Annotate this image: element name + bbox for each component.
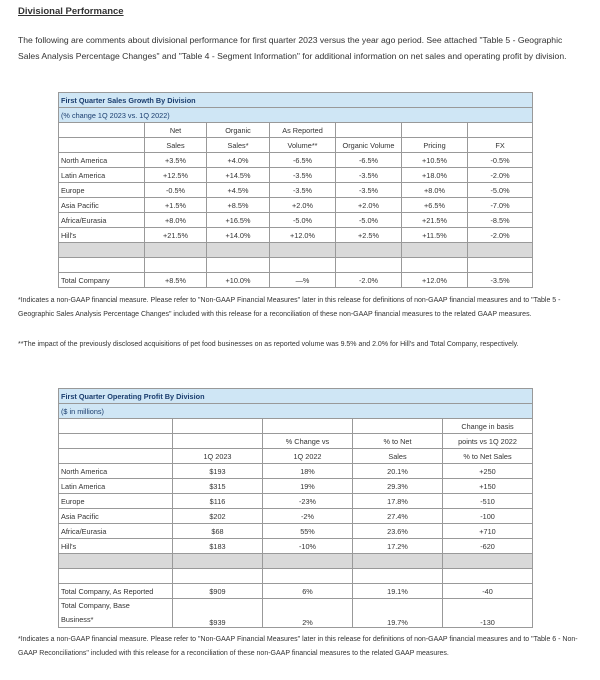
- table-cell: 20.1%: [353, 464, 443, 479]
- column-header: Organic Volume: [336, 138, 402, 153]
- sales-table-subtitle: (% change 1Q 2023 vs. 1Q 2022): [59, 108, 533, 123]
- table-cell: -7.0%: [468, 198, 533, 213]
- table-cell: -2.0%: [336, 273, 402, 288]
- footnote-non-gaap-2: *Indicates a non-GAAP financial measure. Please refer to "Non-GAAP Financial Measures" later in this release for definitions of non-GAAP financial measures and to "Table 6 - Non-GAAP Reconciliations" included with this release for a reconciliation of these non-GAAP financial measures to the related GAAP measures.: [18, 636, 578, 657]
- table-cell: +10.5%: [402, 153, 468, 168]
- column-header: As Reported: [270, 123, 336, 138]
- table-row: [59, 539, 533, 554]
- column-header: Net: [145, 123, 207, 138]
- table-cell: +2.5%: [336, 228, 402, 243]
- spacer-row: [59, 569, 533, 584]
- table-cell: +3.5%: [145, 153, 207, 168]
- table-cell: +2.0%: [270, 198, 336, 213]
- table-cell: +12.0%: [402, 273, 468, 288]
- table-cell: +250: [443, 464, 533, 479]
- table-cell: $202: [173, 509, 263, 524]
- table-row: [59, 183, 533, 198]
- row-label: Europe: [59, 183, 145, 198]
- spacer-row: [59, 258, 533, 273]
- table-cell: $183: [173, 539, 263, 554]
- table-cell: +12.0%: [270, 228, 336, 243]
- table-cell: -510: [443, 494, 533, 509]
- table-cell: 17.2%: [353, 539, 443, 554]
- table-cell: -6.5%: [336, 153, 402, 168]
- row-label: Africa/Eurasia: [59, 213, 145, 228]
- table-cell: +8.5%: [145, 273, 207, 288]
- profit-table-subtitle: ($ in millions): [59, 404, 533, 419]
- column-header: % Change vs: [263, 434, 353, 449]
- table-row: [59, 494, 533, 509]
- table-cell: 18%: [263, 464, 353, 479]
- table-row: [59, 198, 533, 213]
- table-cell: $68: [173, 524, 263, 539]
- row-label: Asia Pacific: [59, 198, 145, 213]
- table-cell: +10.0%: [207, 273, 270, 288]
- profit-table-title: First Quarter Operating Profit By Division: [59, 389, 533, 404]
- table-cell: -2%: [263, 509, 353, 524]
- row-label: Total Company, As Reported: [59, 584, 173, 599]
- intro-paragraph: The following are comments about divisional performance for first quarter 2023 versus the year ago period. See attached "Table 5 - Geographic Sales Analysis Percentage Changes" and "Table 4 - Segment Information" for additional information on net sales and operating profit by division.: [18, 35, 567, 61]
- footnote-acquisitions: **The impact of the previously disclosed acquisitions of pet food businesses on as reported volume was 9.5% and 2.0% for Hill's and Total Company, respectively.: [18, 341, 519, 348]
- table-row-total-base: [59, 599, 533, 628]
- row-label: Latin America: [59, 168, 145, 183]
- row-label: Hill's: [59, 228, 145, 243]
- table-cell: +2.0%: [336, 198, 402, 213]
- table-row: [59, 464, 533, 479]
- table-cell: +14.0%: [207, 228, 270, 243]
- column-header: [353, 419, 443, 434]
- sales-table-title: First Quarter Sales Growth By Division: [59, 93, 533, 108]
- table-cell: 17.8%: [353, 494, 443, 509]
- profit-header-row-1: [59, 419, 533, 434]
- row-label: Asia Pacific: [59, 509, 173, 524]
- table-cell: 23.6%: [353, 524, 443, 539]
- table-cell: +4.5%: [207, 183, 270, 198]
- column-header: Pricing: [402, 138, 468, 153]
- table-cell: 6%: [263, 584, 353, 599]
- table-cell: 27.4%: [353, 509, 443, 524]
- table-row: [59, 153, 533, 168]
- footnote-non-gaap: *Indicates a non-GAAP financial measure. Please refer to "Non-GAAP Financial Measures" later in this release for definitions of non-GAAP financial measures and to "Table 5 - Geographic Sales Analysis Percentage Changes" included with this release for a reconciliation of these non-GAAP financial measures to the related GAAP measures.: [18, 297, 561, 318]
- table-cell: 29.3%: [353, 479, 443, 494]
- table-cell: -8.5%: [468, 213, 533, 228]
- column-header: Sales*: [207, 138, 270, 153]
- row-label: Latin America: [59, 479, 173, 494]
- table-cell: $116: [173, 494, 263, 509]
- sales-header-row-2: [59, 138, 533, 153]
- table-cell: +21.5%: [145, 228, 207, 243]
- table-cell: 19.1%: [353, 584, 443, 599]
- table-cell: +11.5%: [402, 228, 468, 243]
- table-cell: -5.0%: [270, 213, 336, 228]
- column-header: Volume**: [270, 138, 336, 153]
- column-header: Sales: [145, 138, 207, 153]
- column-header: [173, 434, 263, 449]
- row-label: North America: [59, 153, 145, 168]
- table-cell: -6.5%: [270, 153, 336, 168]
- table-cell: -0.5%: [468, 153, 533, 168]
- table-cell: -23%: [263, 494, 353, 509]
- table-cell: -10%: [263, 539, 353, 554]
- column-header: 1Q 2022: [263, 449, 353, 464]
- table-cell: +4.0%: [207, 153, 270, 168]
- table-row: [59, 524, 533, 539]
- row-label: Total Company, Base Business*: [59, 599, 173, 628]
- sales-header-row-1: [59, 123, 533, 138]
- table-cell: +710: [443, 524, 533, 539]
- column-header: [402, 123, 468, 138]
- table-cell: +14.5%: [207, 168, 270, 183]
- table-cell: -5.0%: [336, 213, 402, 228]
- column-header: [263, 419, 353, 434]
- table-cell: +1.5%: [145, 198, 207, 213]
- table-cell: -2.0%: [468, 228, 533, 243]
- row-label: Total Company: [59, 273, 145, 288]
- table-row: [59, 509, 533, 524]
- table-cell: -100: [443, 509, 533, 524]
- sales-growth-table: [58, 92, 533, 288]
- table-cell: 19.7%: [353, 599, 443, 628]
- table-cell: +8.0%: [402, 183, 468, 198]
- spacer-row: [59, 243, 533, 258]
- table-cell: -3.5%: [336, 183, 402, 198]
- profit-header-row-3: [59, 449, 533, 464]
- table-cell: -2.0%: [468, 168, 533, 183]
- table-cell: +8.5%: [207, 198, 270, 213]
- table-cell: +16.5%: [207, 213, 270, 228]
- table-cell: -3.5%: [336, 168, 402, 183]
- profit-header-row-2: [59, 434, 533, 449]
- page-heading: Divisional Performance: [18, 6, 124, 17]
- table-cell: -3.5%: [468, 273, 533, 288]
- table-cell: 19%: [263, 479, 353, 494]
- table-row: [59, 228, 533, 243]
- table-cell: -3.5%: [270, 183, 336, 198]
- table-cell: -0.5%: [145, 183, 207, 198]
- table-cell: $315: [173, 479, 263, 494]
- row-label: Europe: [59, 494, 173, 509]
- column-header: Change in basis: [443, 419, 533, 434]
- table-cell: +18.0%: [402, 168, 468, 183]
- table-row: [59, 168, 533, 183]
- table-row: [59, 479, 533, 494]
- table-row-total-reported: [59, 584, 533, 599]
- table-cell: 2%: [263, 599, 353, 628]
- table-cell: +21.5%: [402, 213, 468, 228]
- table-cell: $193: [173, 464, 263, 479]
- table-cell: +6.5%: [402, 198, 468, 213]
- table-row-total: [59, 273, 533, 288]
- table-cell: +12.5%: [145, 168, 207, 183]
- table-cell: —%: [270, 273, 336, 288]
- table-cell: 55%: [263, 524, 353, 539]
- operating-profit-table: [58, 388, 533, 628]
- table-cell: -5.0%: [468, 183, 533, 198]
- column-header: FX: [468, 138, 533, 153]
- column-header: % to Net: [353, 434, 443, 449]
- table-cell: -620: [443, 539, 533, 554]
- column-header: [468, 123, 533, 138]
- column-header: % to Net Sales: [443, 449, 533, 464]
- table-cell: -40: [443, 584, 533, 599]
- table-cell: +8.0%: [145, 213, 207, 228]
- column-header: [336, 123, 402, 138]
- spacer-row: [59, 554, 533, 569]
- column-header: points vs 1Q 2022: [443, 434, 533, 449]
- table-cell: -130: [443, 599, 533, 628]
- table-cell: $939: [173, 599, 263, 628]
- table-cell: +150: [443, 479, 533, 494]
- column-header: [173, 419, 263, 434]
- row-label: Hill's: [59, 539, 173, 554]
- column-header: Sales: [353, 449, 443, 464]
- row-label: Africa/Eurasia: [59, 524, 173, 539]
- table-cell: $909: [173, 584, 263, 599]
- table-row: [59, 213, 533, 228]
- column-header: 1Q 2023: [173, 449, 263, 464]
- column-header: Organic: [207, 123, 270, 138]
- table-cell: -3.5%: [270, 168, 336, 183]
- row-label: North America: [59, 464, 173, 479]
